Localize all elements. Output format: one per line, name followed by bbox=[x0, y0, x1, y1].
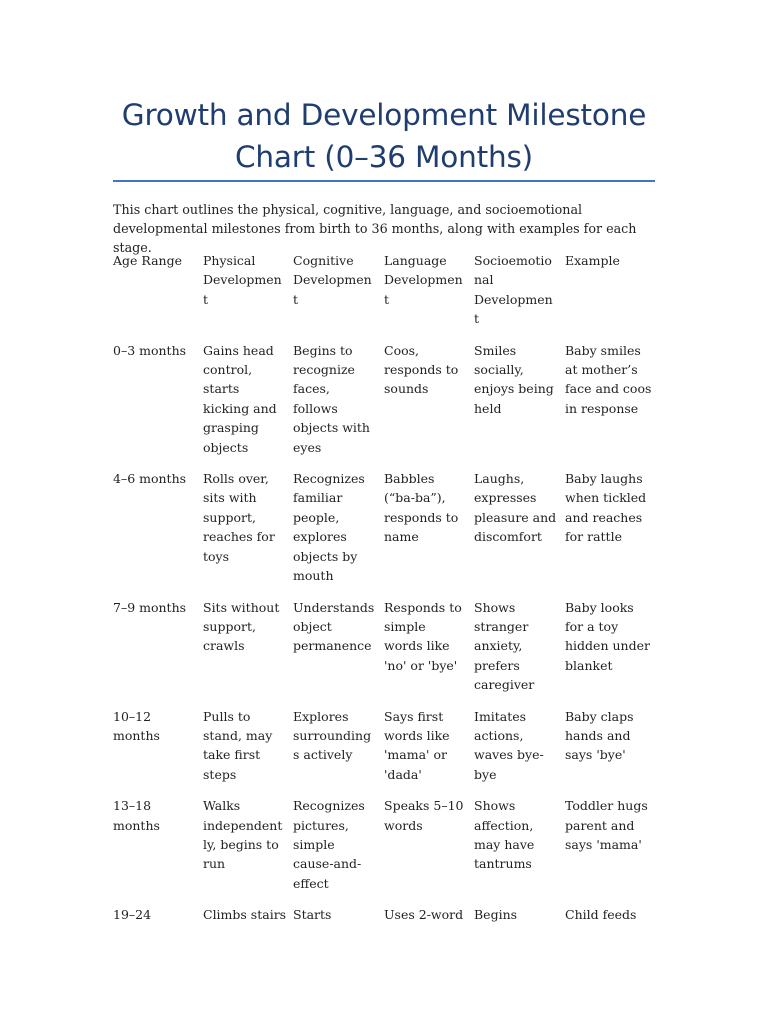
cell-cognitive: Begins to recognize faces, follows objects with eyes bbox=[293, 342, 370, 455]
cell-cognitive: Explores surrounding s actively bbox=[293, 708, 372, 763]
cell-language: Speaks 5–10 words bbox=[384, 798, 464, 833]
cell-physical: Pulls to stand, may take first steps bbox=[203, 708, 273, 782]
table-row bbox=[113, 598, 658, 707]
cell-physical: Gains head control, starts kicking and grasping objects bbox=[203, 342, 277, 455]
cell-example: Toddler hugs parent and says 'mama' bbox=[565, 798, 648, 852]
cell-socioemotional: Smiles socially, enjoys being held bbox=[474, 342, 554, 416]
header-cognitive-development: Cognitive Developmen t bbox=[293, 253, 372, 307]
cell-age-range: 19–24 bbox=[113, 907, 152, 923]
cell-language: Responds to simple words like 'no' or 'bye' bbox=[384, 599, 462, 673]
cell-example: Child feeds bbox=[565, 907, 637, 923]
cell-age-range: 13–18 months bbox=[113, 798, 160, 833]
cell-socioemotional: Imitates actions, waves bye-bye bbox=[474, 708, 544, 782]
cell-cognitive: Starts bbox=[293, 907, 332, 923]
cell-cognitive: Understands object permanence bbox=[293, 599, 375, 654]
table-header-row bbox=[113, 251, 658, 341]
cell-example: Baby looks for a toy hidden under blanket bbox=[565, 599, 650, 673]
cell-language: Says first words like 'mama' or 'dada' bbox=[384, 708, 450, 782]
cell-age-range: 4–6 months bbox=[113, 471, 187, 487]
cell-language: Babbles (“ba-ba”), responds to name bbox=[384, 471, 459, 545]
cell-example: Baby laughs when tickled and reaches for rattle bbox=[565, 471, 647, 545]
milestone-table bbox=[113, 251, 658, 937]
cell-cognitive: Recognizes familiar people, explores objects by mouth bbox=[293, 471, 365, 584]
cell-socioemotional: Shows stranger anxiety, prefers caregiver bbox=[474, 599, 535, 693]
cell-language: Uses 2-word bbox=[384, 907, 464, 923]
cell-physical: Sits without support, crawls bbox=[203, 599, 280, 654]
table-row bbox=[113, 707, 658, 797]
cell-age-range: 0–3 months bbox=[113, 342, 187, 358]
title-line-1: Growth and Development Milestone bbox=[121, 98, 647, 132]
cell-physical: Walks independent ly, begins to run bbox=[203, 798, 283, 872]
table-row bbox=[113, 905, 658, 936]
cell-socioemotional: Laughs, expresses pleasure and discomfort bbox=[474, 471, 557, 545]
cell-age-range: 7–9 months bbox=[113, 599, 187, 615]
header-language-development: Language Developmen t bbox=[384, 253, 463, 307]
header-socioemotional-development: Socioemotio nal Developmen t bbox=[474, 253, 553, 327]
cell-example: Baby smiles at mother’s face and coos in response bbox=[565, 342, 652, 416]
cell-example: Baby claps hands and says 'bye' bbox=[565, 708, 634, 763]
page-title bbox=[113, 94, 655, 178]
header-example: Example bbox=[565, 253, 620, 268]
table-row bbox=[113, 469, 658, 597]
title-line-2: Chart (0–36 Months) bbox=[235, 140, 533, 174]
title-underline-rule bbox=[113, 180, 655, 182]
table-row bbox=[113, 341, 658, 469]
header-age-range: Age Range bbox=[113, 253, 183, 268]
cell-socioemotional: Begins bbox=[474, 907, 518, 923]
cell-socioemotional: Shows affection, may have tantrums bbox=[474, 798, 535, 872]
cell-physical: Climbs stairs bbox=[203, 907, 287, 923]
cell-cognitive: Recognizes pictures, simple cause-and-effect bbox=[293, 798, 365, 891]
header-physical-development: Physical Developmen t bbox=[203, 253, 282, 307]
intro-paragraph: This chart outlines the physical, cognitive, language, and socioemotional developmental milestones from birth to 36 months, along with examples for each stage. bbox=[113, 202, 637, 255]
cell-physical: Rolls over, sits with support, reaches for toys bbox=[203, 471, 275, 564]
table-row bbox=[113, 796, 658, 905]
cell-age-range: 10–12 months bbox=[113, 708, 160, 743]
cell-language: Coos, responds to sounds bbox=[384, 342, 459, 397]
